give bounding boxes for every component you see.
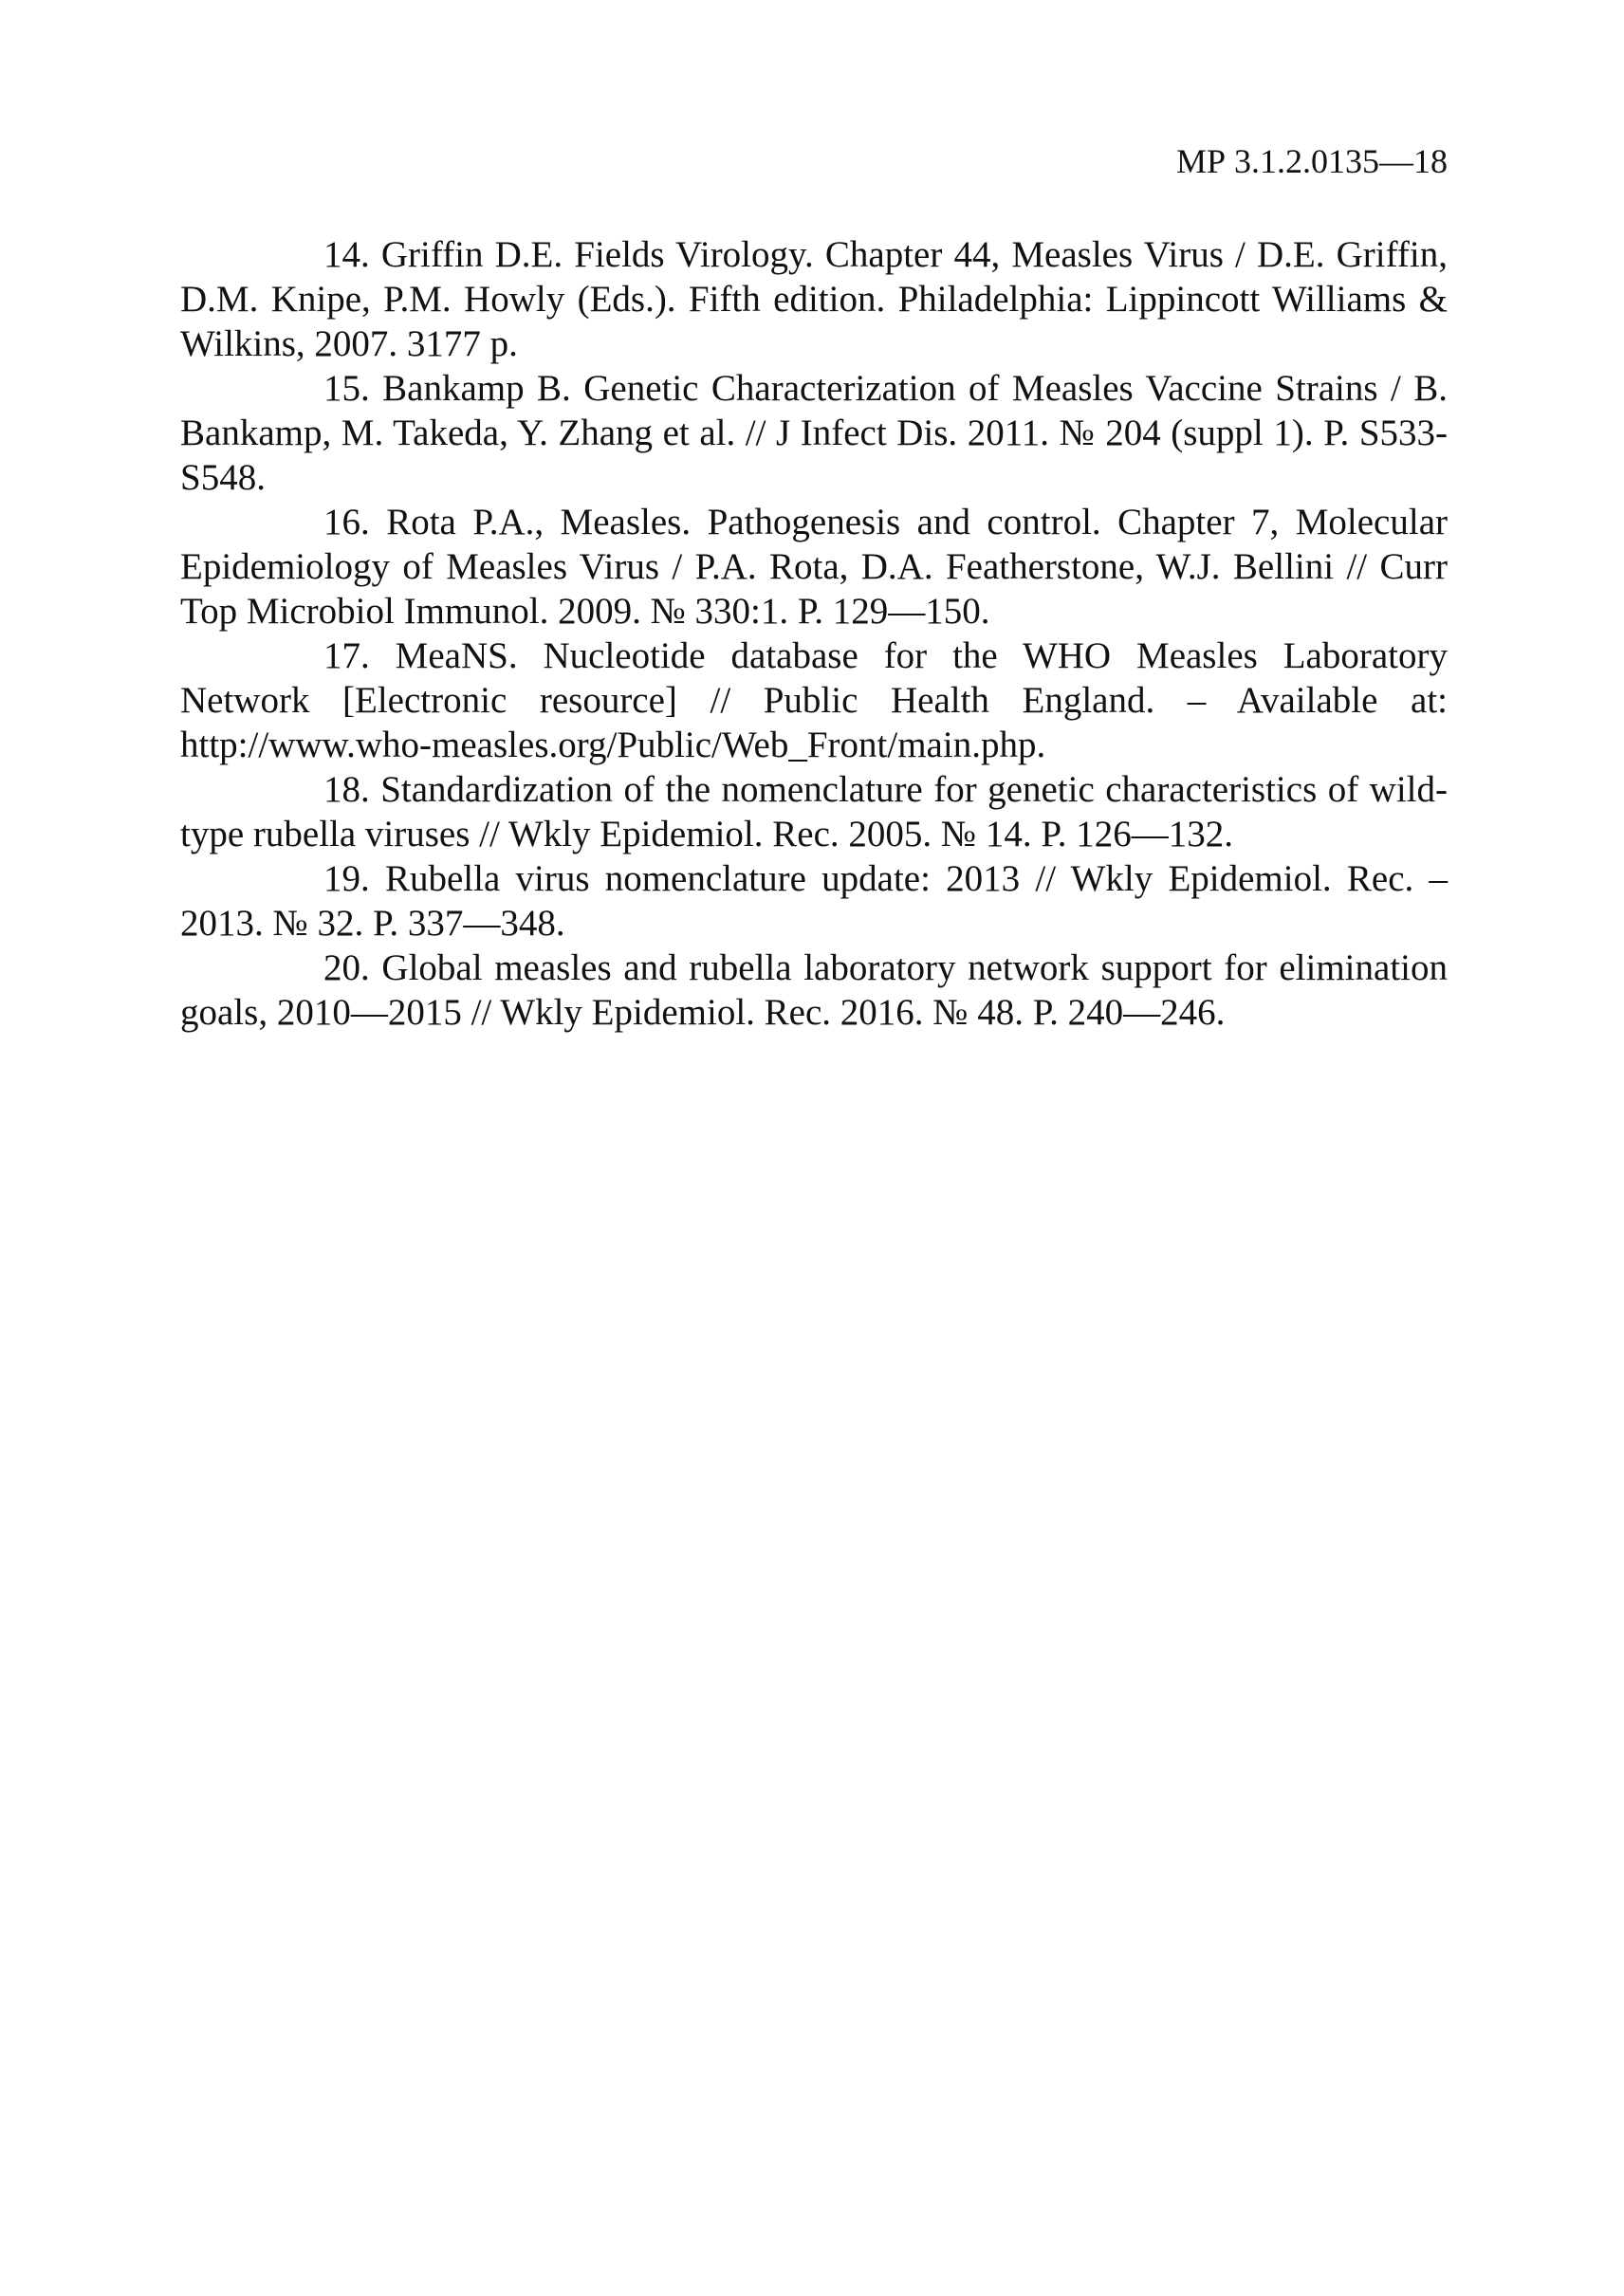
reference-item-17: 17. MeaNS. Nucleotide database for the WHO Measles Laboratory Network [Electronic resource] // Public Health England. – Available at: http://www.who-measles.org/Public/Web_Front/main.php. [180,635,1448,765]
reference-item-18: 18. Standardization of the nomenclature for genetic characteristics of wild-type rubella viruses // Wkly Epidemiol. Rec. 2005. № 14. P. 126—132. [180,769,1448,854]
document-code-header: МР 3.1.2.0135—18 [1175,142,1448,180]
reference-list [180,232,1448,1035]
reference-item-15: 15. Bankamp B. Genetic Characterization of Measles Vaccine Strains / B. Bankamp, M. Takeda, Y. Zhang et al. // J Infect Dis. 2011. № 204 (suppl 1). P. S533-S548. [180,368,1448,498]
reference-item-20: 20. Global measles and rubella laboratory network support for elimination goals, 2010—2015 // Wkly Epidemiol. Rec. 2016. № 48. P. 240—246. [180,947,1448,1033]
reference-item-19: 19. Rubella virus nomenclature update: 2013 // Wkly Epidemiol. Rec. – 2013. № 32. P. 337—348. [180,858,1448,944]
reference-item-16: 16. Rota P.A., Measles. Pathogenesis and control. Chapter 7, Molecular Epidemiology of Measles Virus / P.A. Rota, D.A. Featherstone, W.J. Bellini // Curr Top Microbiol Immunol. 2009. № 330:1. P. 129—150. [180,502,1448,632]
reference-item-14: 14. Griffin D.E. Fields Virology. Chapter 44, Measles Virus / D.E. Griffin, D.M. Knipe, P.M. Howly (Eds.). Fifth edition. Philadelphia: Lippincott Williams & Wilkins, 2007. 3177 p. [180,234,1448,364]
